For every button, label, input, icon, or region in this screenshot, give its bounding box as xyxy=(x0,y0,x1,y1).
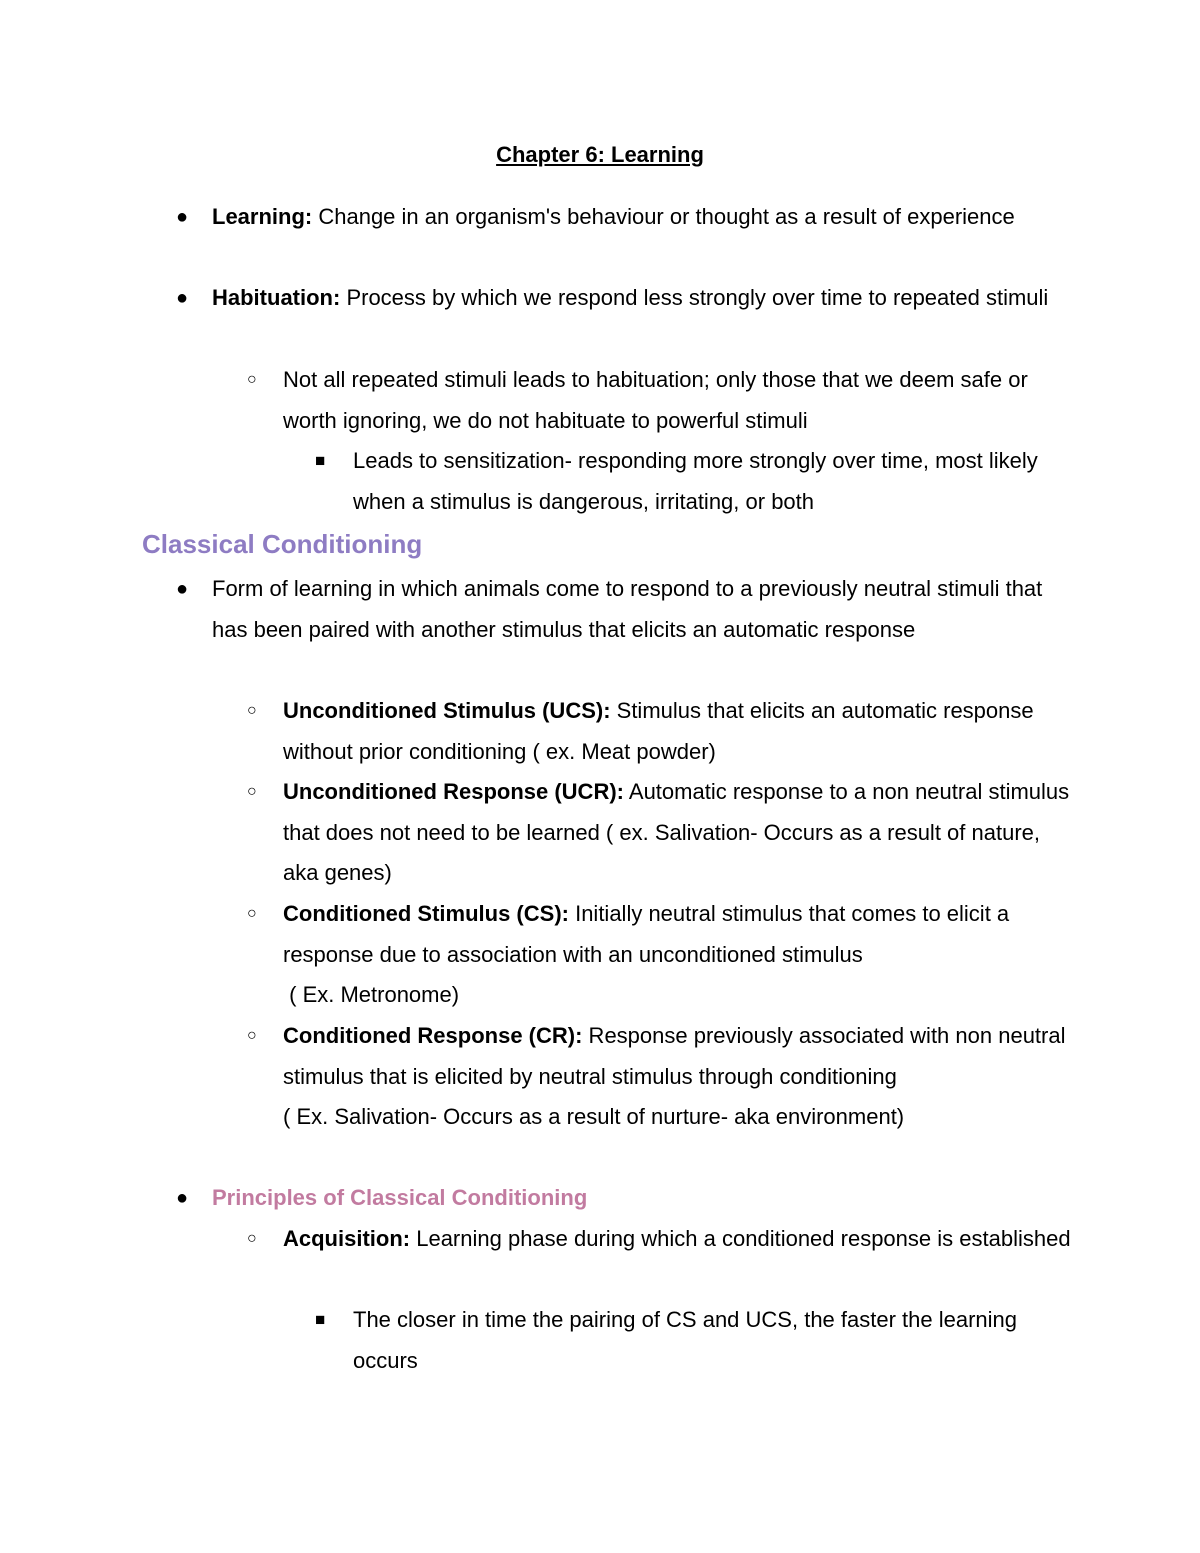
bullet-disc-icon: ● xyxy=(176,1187,189,1209)
list-item-principles xyxy=(176,1178,1072,1219)
term-label: Habituation: xyxy=(212,285,341,310)
list-item-acquisition xyxy=(247,1219,1073,1260)
note-text: The closer in time the pairing of CS and UCS, the faster the learning occurs xyxy=(353,1307,1018,1373)
list-item-cr xyxy=(247,1016,1073,1138)
term-definition: Initially neutral stimulus that comes to elicit a response due to association with an unconditioned stimulus xyxy=(283,901,1010,967)
page-title: Chapter 6: Learning xyxy=(496,142,704,167)
bullet-disc-icon: ● xyxy=(176,578,189,600)
note-text: Not all repeated stimuli leads to habituation; only those that we deem safe or worth ignoring, we do not habituate to powerful stimuli xyxy=(283,367,1028,433)
term-definition: Response previously associated with non neutral stimulus that is elicited by neutral stimulus through conditioning xyxy=(283,1023,1066,1089)
term-label: Unconditioned Stimulus (UCS): xyxy=(283,698,611,723)
list-item-habituation xyxy=(176,278,1072,319)
term-label: Conditioned Response (CR): xyxy=(283,1023,583,1048)
term-example: ( Ex. Salivation- Occurs as a result of nurture- aka environment) xyxy=(283,1104,905,1129)
bullet-square-icon: ■ xyxy=(315,1310,326,1329)
list-item-cc-definition xyxy=(176,569,1072,650)
bullet-circle-icon: ○ xyxy=(247,702,257,719)
list-item-cs xyxy=(247,894,1073,1016)
section-heading: Classical Conditioning xyxy=(142,529,423,559)
term-definition: Learning phase during which a conditioned response is established xyxy=(410,1226,1071,1251)
bullet-circle-icon: ○ xyxy=(247,1230,257,1247)
list-item-ucs xyxy=(247,691,1073,772)
note-text: Leads to sensitization- responding more strongly over time, most likely when a stimulus is dangerous, irritating, or both xyxy=(353,448,1038,514)
term-definition: Automatic response to a non neutral stimulus that does not need to be learned ( ex. Salivation- Occurs as a result of nature, aka genes) xyxy=(283,779,1070,885)
subsection-heading: Principles of Classical Conditioning xyxy=(212,1185,588,1210)
term-label: Conditioned Stimulus (CS): xyxy=(283,901,569,926)
bullet-disc-icon: ● xyxy=(176,287,189,309)
bullet-circle-icon: ○ xyxy=(247,905,257,922)
bullet-square-icon: ■ xyxy=(315,451,326,470)
list-item-sensitization xyxy=(315,441,1073,522)
bullet-circle-icon: ○ xyxy=(247,1027,257,1044)
bullet-circle-icon: ○ xyxy=(247,783,257,800)
list-item-habituation-note xyxy=(247,360,1073,441)
bullet-disc-icon: ● xyxy=(176,206,189,228)
term-definition: Stimulus that elicits an automatic response without prior conditioning ( ex. Meat powder) xyxy=(283,698,1034,764)
term-definition: Process by which we respond less strongly over time to repeated stimuli xyxy=(340,285,1049,310)
term-label: Learning: xyxy=(212,204,313,229)
list-item-acquisition-note xyxy=(315,1300,1073,1381)
term-label: Acquisition: xyxy=(283,1226,411,1251)
definition-text: Form of learning in which animals come to respond to a previously neutral stimuli that has been paired with another stimulus that elicits an automatic response xyxy=(212,576,1043,642)
term-example: ( Ex. Metronome) xyxy=(289,982,460,1007)
term-definition: Change in an organism's behaviour or thought as a result of experience xyxy=(312,204,1015,229)
list-item-ucr xyxy=(247,772,1073,894)
list-item-learning xyxy=(176,197,1072,238)
term-label: Unconditioned Response (UCR): xyxy=(283,779,624,804)
bullet-circle-icon: ○ xyxy=(247,371,257,388)
